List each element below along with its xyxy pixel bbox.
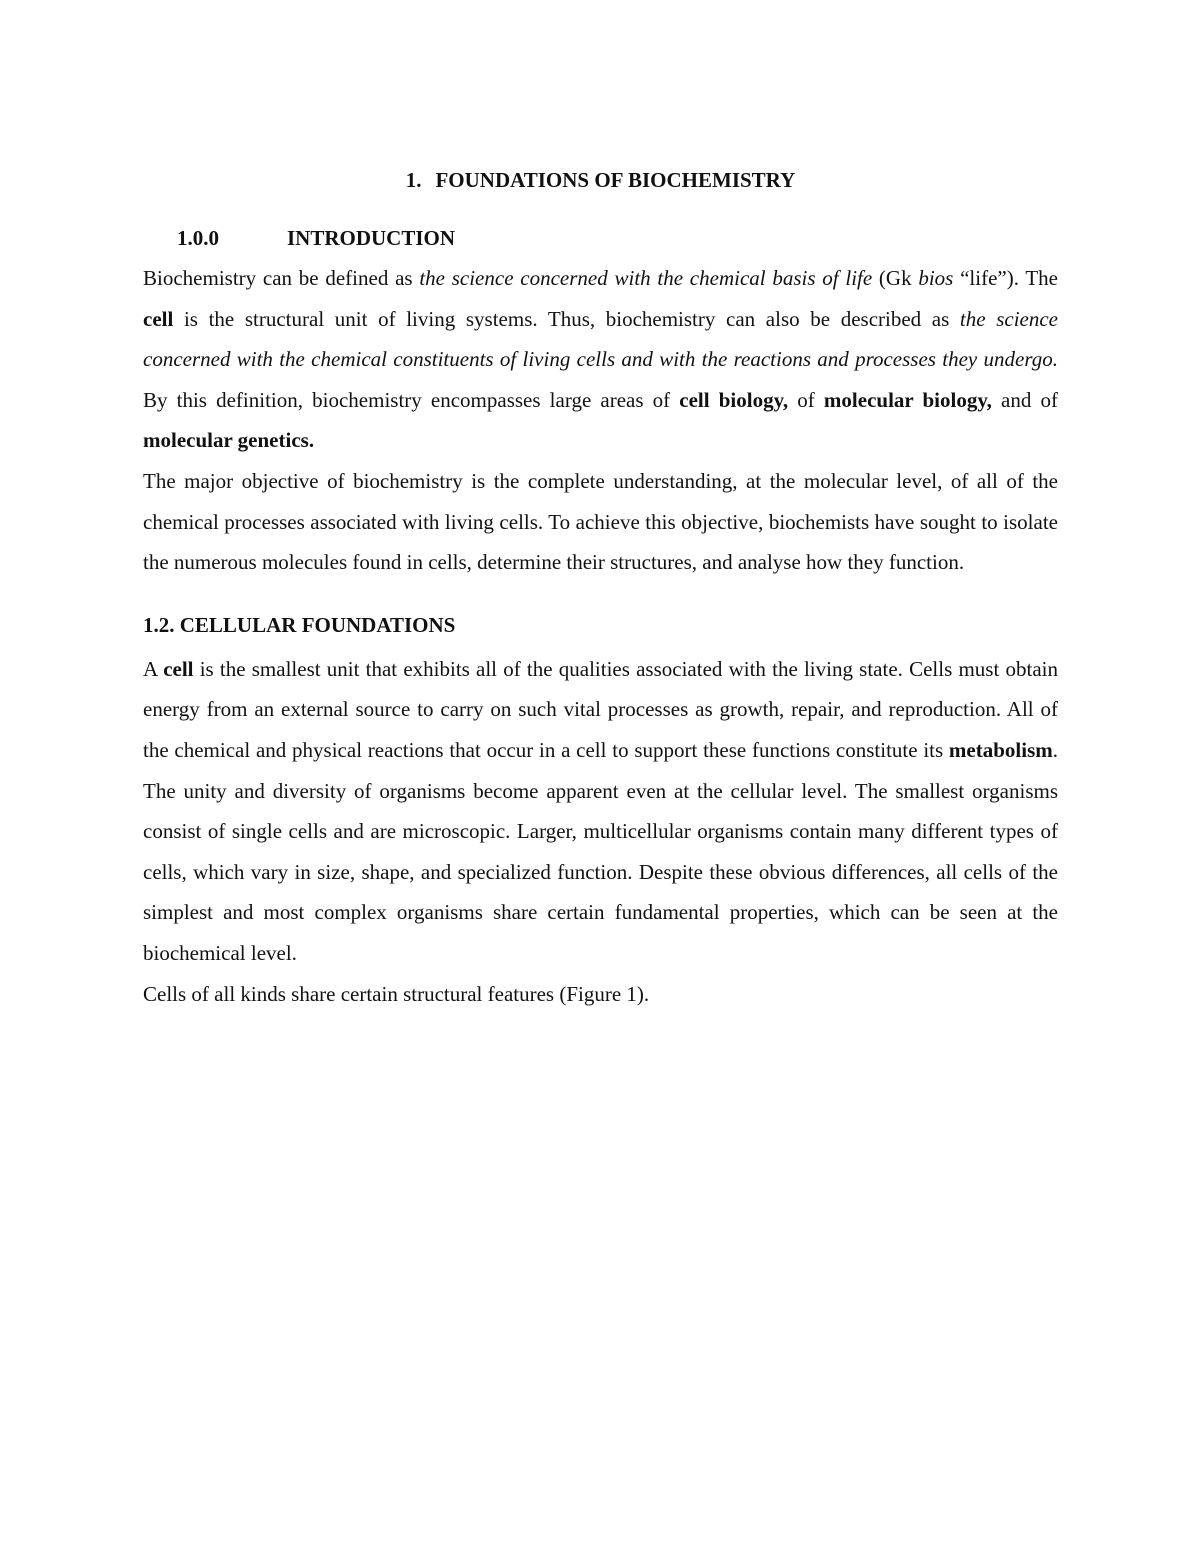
chapter-title — [143, 162, 1058, 198]
text-run: is the smallest unit that exhibits all of the qualities associated with the living state. Cells must obtain energy from an external source to carry on such vital processes as growth, repair, and reproduction. All of the chemical and physical reactions that occur in a cell to support these functions constitute its — [143, 656, 1058, 762]
cellular-paragraph-2: Cells of all kinds share certain structural features (Figure 1). — [143, 981, 650, 1006]
chapter-title-text: FOUNDATIONS OF BIOCHEMISTRY — [435, 168, 796, 192]
definition-italic: the science concerned with the chemical constituents of living cells and with the reactions and processes they undergo. — [143, 306, 1058, 372]
text-run: Biochemistry can be defined as — [143, 266, 420, 290]
introduction-heading — [143, 218, 1058, 258]
text-run: is the structural unit of living systems. Thus, biochemistry can also be described as — [173, 306, 960, 331]
text-run: . The unity and diversity of organisms become apparent even at the cellular level. The smallest organisms consist of single cells and are microscopic. Larger, multicellular organisms contain many different types of cells, which vary in size, shape, and specialized function. Despite these obvious differences, all cells of the simplest and most complex organisms share certain fundamental properties, which can be seen at the biochemical level. — [143, 737, 1058, 965]
text-run: and of — [991, 387, 1058, 412]
term-bold: metabolism — [948, 737, 1053, 762]
text-run: “life”). The — [953, 266, 1058, 290]
term-bold: cell — [143, 306, 174, 331]
text-run: (Gk — [872, 266, 919, 290]
document-page — [143, 162, 1058, 1014]
term-bold: molecular genetics. — [143, 428, 315, 453]
cellular-foundations-heading: 1.2. CELLULAR FOUNDATIONS — [143, 612, 456, 637]
text-run: By this definition, biochemistry encompasses large areas of — [143, 387, 680, 412]
introduction-number: 1.0.0 — [177, 226, 219, 250]
text-run: A — [143, 656, 164, 681]
term-italic: bios — [918, 266, 954, 290]
term-bold: molecular biology, — [823, 387, 992, 412]
cellular-paragraph-1 — [143, 649, 1058, 974]
term-bold: cell biology, — [679, 387, 789, 412]
introduction-heading-text: INTRODUCTION — [287, 226, 456, 250]
definition-italic: the science concerned with the chemical basis of life — [419, 266, 873, 290]
chapter-number: 1. — [405, 168, 422, 192]
intro-paragraph-2: The major objective of biochemistry is the complete understanding, at the molecular level, of all of the chemical processes associated with living cells. To achieve this objective, biochemists have sought to isolate the numerous molecules found in cells, determine their structures, and analyse how they function. — [143, 468, 1058, 575]
intro-paragraph-1 — [143, 258, 1058, 461]
term-bold: cell — [163, 656, 194, 681]
text-run: of — [788, 387, 824, 412]
